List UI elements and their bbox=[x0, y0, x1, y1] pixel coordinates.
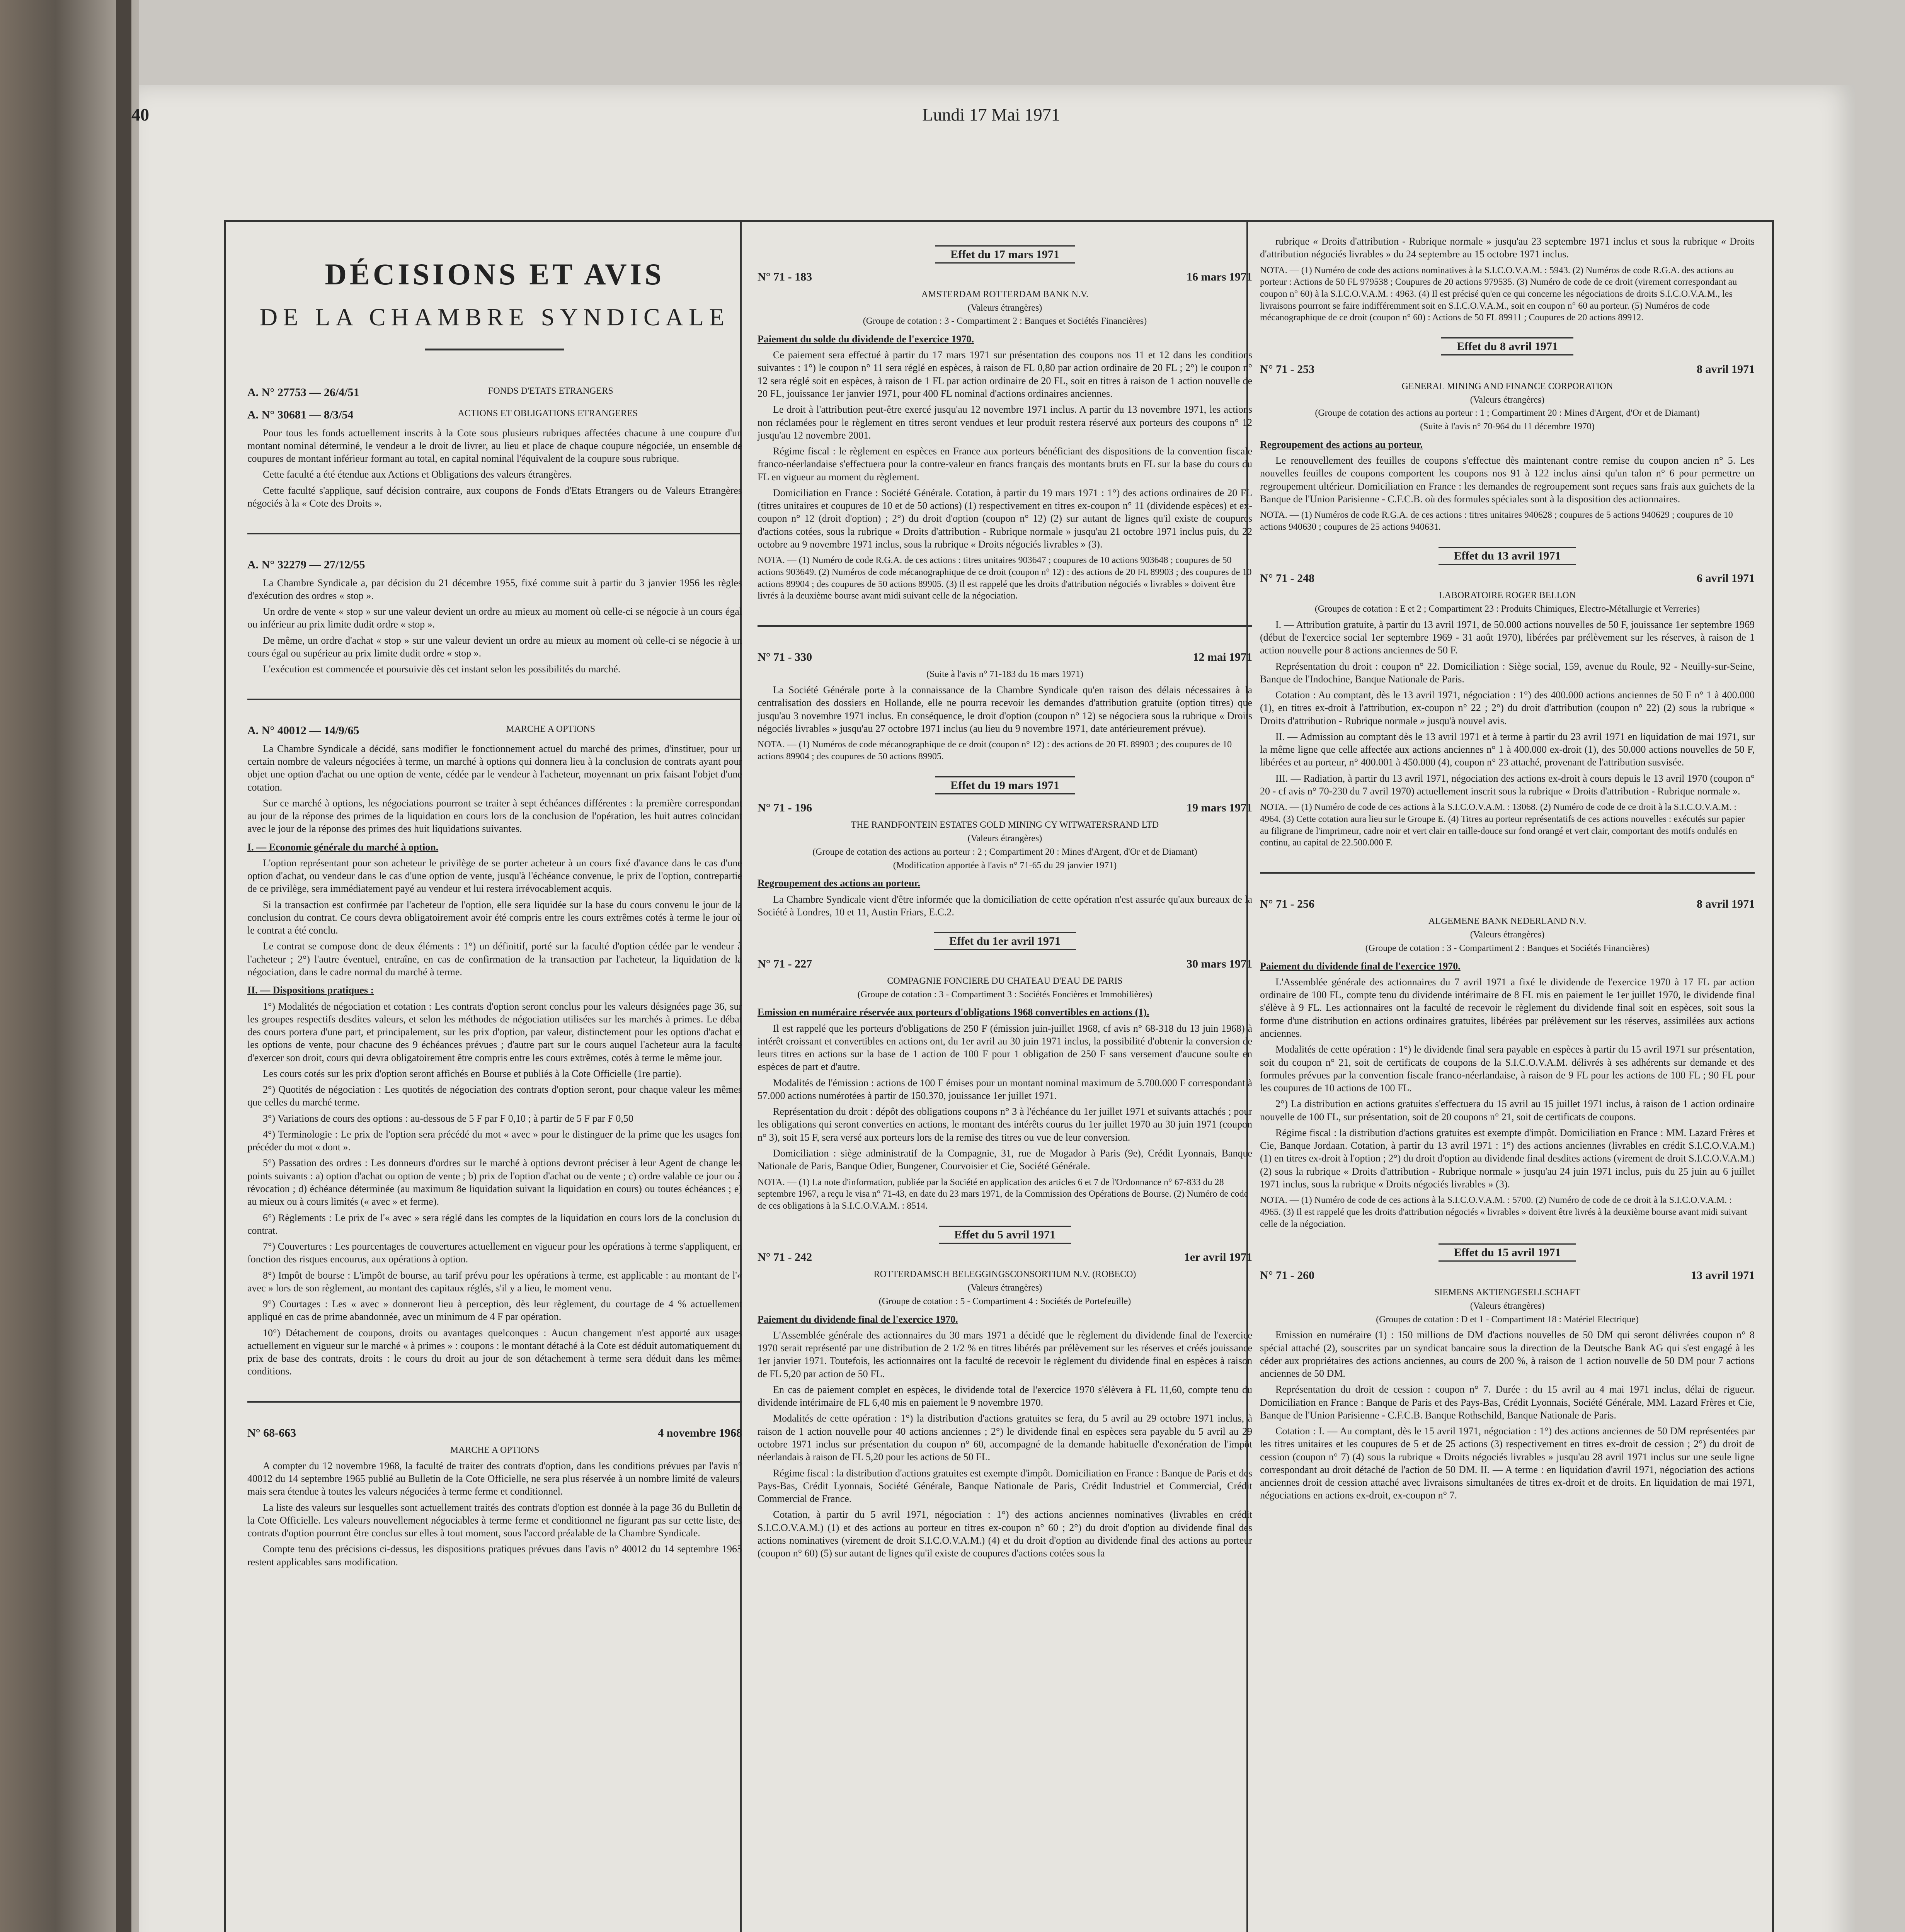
masthead-rule bbox=[425, 349, 564, 350]
paragraph: 4°) Terminologie : Le prix de l'option sera précédé du mot « avec » pour le distinguer de la prime que les usages font précéder du mot « dont ». bbox=[247, 1128, 742, 1153]
paragraph: Le renouvellement des feuilles de coupons s'effectue dès maintenant contre remise du coupon ancien n° 5. Les nouvelles feuilles de coupons comportent les coupons nos 91 à 122 inclus ainsi qu'un talon n° 6 pour permettre un regroupement ultérieur. Domiciliation en France : les demandes de regroupement sont reçues sans frais aux guichets de la Banque de l'Union Parisienne - C.F.C.B. où des formules spéciales sont à la disposition des actionnaires. bbox=[1260, 455, 1755, 505]
security-type: (Valeurs étrangères) bbox=[1470, 395, 1545, 405]
paragraph: A compter du 12 novembre 1968, la faculté de traiter des contrats d'option, dans les conditions prévues par l'avis n° 40012 du 14 septembre 1965 publié au Bulletin de la Cote Officielle, ne sera plus réservée à un nombre limité de valeurs, mais sera étendue à toutes les valeurs négociées à terme ferme et conditionnel. bbox=[247, 1460, 742, 1497]
paragraph: De même, un ordre d'achat « stop » sur une valeur devient un ordre au mieux au moment où celle-ci se négocie à un cours égal ou supérieur au prix limite dudit ordre « stop ». bbox=[247, 634, 742, 659]
paragraph: Les cours cotés sur les prix d'option seront affichés en Bourse et publiés à la Cote Officielle (1re partie). bbox=[263, 1068, 682, 1079]
notice-ref bbox=[247, 408, 742, 422]
section-heading: Emission en numéraire réservée aux porteurs d'obligations 1968 convertibles en actions (1). bbox=[758, 1007, 1149, 1018]
paragraph: Modalités de l'émission : actions de 100 F émises pour un montant nominal maximum de 5.700.000 F correspondant à 57.000 actions numérotées à partir de 150.370, jouissance 1er juillet 1971. bbox=[758, 1077, 1252, 1101]
paragraph: Représentation du droit : dépôt des obligations coupons n° 3 à l'échéance du 1er juillet 1971 et suivants attachés ; pour les obligations qui seront converties en actions, le montant des intérêts courus du 1er juillet 1970 au 30 juin 1971 (coupon n° 3), soit 15 F, sera versé aux porteurs lors de la remise des titres ou vue de leur conversion. bbox=[758, 1106, 1252, 1143]
security-type: (Valeurs étrangères) bbox=[967, 303, 1042, 313]
section-heading: Regroupement des actions au porteur. bbox=[1260, 439, 1423, 450]
paragraph: Ce paiement sera effectué à partir du 17 mars 1971 sur présentation des coupons nos 11 et 12 dans les conditions suivantes : 1°) le coupon n° 11 sera réglé en espèces, à raison de FL 0,80 par action ordinaire de 20 FL ; 2°) le coupon n° 12 sera réglé soit en espèces, à raison de 1 FL par action ordinaire de 20 FL, soit en titres à raison de 1 action nouvelle de 20 FL, jouissance 1er janvier 1971, pour 400 FL nominal d'actions ordinaires anciennes. bbox=[758, 349, 1252, 399]
paragraph: Régime fiscal : la distribution d'actions gratuites est exempte d'impôt. Domiciliation en France : Banque de Paris et des Pays-Bas, Crédit Lyonnais, Société Générale, Banque Nationale de Paris, Crédit Industriel et Commercial, Crédit Commercial de France. bbox=[758, 1467, 1252, 1505]
notice-ref bbox=[758, 957, 1252, 971]
security-type: (Valeurs étrangères) bbox=[967, 833, 1042, 844]
page-date: Lundi 17 Mai 1971 bbox=[922, 105, 1060, 124]
security-type: (Valeurs étrangères) bbox=[1470, 1301, 1545, 1311]
masthead-title: DÉCISIONS ET AVIS bbox=[325, 257, 665, 291]
notice-ref bbox=[247, 558, 742, 572]
paragraph: 6°) Règlements : Le prix de l'« avec » sera réglé dans les comptes de la liquidation en cours lors de la conclusion du contrat. bbox=[247, 1212, 742, 1236]
notice-title: MARCHE A OPTIONS bbox=[506, 724, 596, 735]
paragraph: Un ordre de vente « stop » sur une valeur devient un ordre au mieux au moment où celle-ci se négocie à un cours égal ou inférieur au prix limite dudit ordre « stop ». bbox=[247, 606, 742, 630]
notice-number: A. N° 30681 — 8/3/54 bbox=[247, 408, 354, 422]
effect-heading bbox=[758, 1228, 1252, 1242]
paragraph: Représentation du droit de cession : coupon n° 7. Durée : du 15 avril au 4 mai 1971 inclus, délai de rigueur. Domiciliation en France : Banque de Paris et des Pays-Bas, Crédit Lyonnais, Société Générale, MM. Lazard Frères et Cie, Banque de l'Union Parisienne - C.F.C.B. Banque Rothschild, Banque Nationale de Paris. bbox=[1260, 1384, 1755, 1421]
notice-number: A. N° 40012 — 14/9/65 bbox=[247, 724, 359, 737]
notice-ref bbox=[1260, 1268, 1755, 1283]
notice-date: 30 mars 1971 bbox=[1187, 957, 1252, 970]
notice-date: 12 mai 1971 bbox=[1193, 651, 1252, 664]
paragraph: Emission en numéraire (1) : 150 millions de DM d'actions nouvelles de 50 DM qui seront délivrées coupon n° 8 spécial attaché (2), souscrites par un syndicat bancaire sous la direction de la Deutsche Bank AG qui s'est engagé à les céder aux propriétaires des actions anciennes, au cours de 200 %, à raison de 1 action nouvelle de 50 DM pour 7 actions anciennes de 50 DM. bbox=[1260, 1329, 1755, 1379]
column-3 bbox=[1260, 232, 1755, 1505]
nota: NOTA. — (1) Numéro de code des actions nominatives à la S.I.C.O.V.A.M. : 5943. (2) Numéros de code R.G.A. des actions au porteur : Actions de 50 FL 979538 ; Coupures de 20 actions 979535. (3) Numéro de code de ce droit (virement correspondant au coupon n° 60) à la S.I.C.O.V.A.M. : 4963. (4) Il est précisé qu'en ce qui concerne les négociations de droits S.I.C.O.V.A.M., les livraisons pourront se faire indifféremment soit en S.I.C.O.V.A.M., soit en coupon n° 60 au porteur. (5) Numéros de code mécanographique de ce droit (coupon n° 60) : Actions de 50 FL 89911 ; Coupures de 20 actions 89912. bbox=[1260, 265, 1737, 323]
column-2 bbox=[758, 232, 1252, 1563]
paragraph: La Chambre Syndicale vient d'être informée que la domiciliation de cette opération n'est assurée qu'aux bureaux de la Société à Londres, 10 et 11, Austin Friars, E.C.2. bbox=[758, 893, 1252, 918]
notice-number: N° 68-663 bbox=[247, 1426, 296, 1439]
company-name: THE RANDFONTEIN ESTATES GOLD MINING CY WITWATERSRAND LTD bbox=[851, 820, 1159, 830]
company-name: ROTTERDAMSCH BELEGGINGSCONSORTIUM N.V. (ROBECO) bbox=[873, 1269, 1136, 1280]
paragraph: L'Assemblée générale des actionnaires du 30 mars 1971 a décidé que le règlement du dividende final de l'exercice 1970 serait représenté par une distribution de 2 1/2 % en titres libérés par prélèvement sur les réserves et créés jouissance 1er janvier 1971. Toutefois, les actionnaires ont la faculté de recevoir le règlement du dividende final en espèces à raison de FL 5,20 par action de 50 FL. bbox=[758, 1329, 1252, 1379]
section-heading: Paiement du dividende final de l'exercice 1970. bbox=[758, 1313, 958, 1325]
paragraph: 1°) Modalités de négociation et cotation : Les contrats d'option seront conclus pour les valeurs désignées page 36, sur les groupes respectifs desdites valeurs, et selon les méthodes de négociation utilisées sur les marchés à primes. Le débat des cours portera d'une part, et principalement, sur les prix d'option, par valeur, distinctement pour les options d'achat et les options de vente, pour chacune des 9 échéances prévues ; d'autre part sur le cours auquel l'acheteur aura la faculté d'exercer son droit, cours qui devra obligatoirement être compris entre les cours extrêmes, cotés à terme le même jour. bbox=[247, 1000, 742, 1063]
quotation-group: (Groupe de cotation des actions au porteur : 1 ; Compartiment 20 : Mines d'Argent, d'Or et de Diamant) bbox=[1315, 408, 1700, 418]
notice-ref bbox=[247, 1426, 742, 1440]
paragraph: Domiciliation : siège administratif de la Compagnie, 31, rue de Mogador à Paris (9e), Crédit Lyonnais, Banque Nationale de Paris, Banque Odier, Bungener, Courvoisier et Cie, Société Générale. bbox=[758, 1148, 1252, 1172]
notice-date: 8 avril 1971 bbox=[1697, 362, 1755, 376]
book-spine bbox=[0, 0, 139, 1932]
section-heading: I. — Economie générale du marché à option. bbox=[247, 841, 439, 853]
section-heading: Paiement du dividende final de l'exercice 1970. bbox=[1260, 960, 1461, 972]
notice-title: FONDS D'ETATS ETRANGERS bbox=[488, 386, 613, 396]
effect-date: Effet du 19 mars 1971 bbox=[935, 776, 1075, 794]
column-1 bbox=[247, 232, 742, 1571]
company-name: COMPAGNIE FONCIERE DU CHATEAU D'EAU DE PARIS bbox=[887, 976, 1123, 986]
quotation-group: (Groupe de cotation des actions au porteur : 2 ; Compartiment 20 : Mines d'Argent, d'Or et de Diamant) bbox=[812, 847, 1197, 857]
notice-number: N° 71 - 227 bbox=[758, 957, 812, 970]
notice-number: N° 71 - 183 bbox=[758, 270, 812, 284]
paragraph: 7°) Couvertures : Les pourcentages de couvertures actuellement en vigueur pour les opérations à terme s'appliquent, en fonction des risques encourus, aux opérations à option. bbox=[247, 1241, 742, 1265]
effect-heading bbox=[758, 247, 1252, 262]
nota: NOTA. — (1) Numéros de code mécanographique de ce droit (coupon n° 12) : des actions de 20 FL 89903 ; des coupures de 10 actions 89904 ; des coupures de 50 actions 89905. bbox=[758, 740, 1232, 762]
paragraph: L'exécution est commencée et poursuivie dès cet instant selon les possibilités du marché. bbox=[263, 663, 621, 675]
paragraph: 8°) Impôt de bourse : L'impôt de bourse, au tarif prévu pour les opérations à terme, est applicable : au montant de l'« avec » lors de son règlement, au montant des capitaux réglés, s'il y a lieu, le moment venu. bbox=[247, 1269, 742, 1294]
paragraph: La liste des valeurs sur lesquelles sont actuellement traités des contrats d'option est donnée à la page 36 du Bulletin de la Cote Officielle. Les valeurs nouvellement négociables à terme ferme et conditionnel ne figurant pas sur cette liste, des contrats d'option pourront être conclus sur elles à tout moment, sous l'accord préalable de la Chambre Syndicale. bbox=[247, 1502, 742, 1539]
quotation-group: (Groupe de cotation : 3 - Compartiment 2 : Banques et Sociétés Financières) bbox=[863, 316, 1147, 327]
notice-number: N° 71 - 256 bbox=[1260, 898, 1315, 911]
notice-number: N° 71 - 330 bbox=[758, 651, 812, 664]
paragraph: Cette faculté a été étendue aux Actions et Obligations des valeurs étrangères. bbox=[263, 469, 572, 480]
notice-date: 1er avril 1971 bbox=[1184, 1251, 1252, 1264]
paragraph: 9°) Courtages : Les « avec » donneront lieu à perception, dès leur règlement, du courtage de 4 % actuellement appliqué en cas de prime abandonnée, avec un minimum de 4 F par opération. bbox=[247, 1298, 742, 1323]
notice-ref bbox=[1260, 897, 1755, 912]
quotation-group: (Groupe de cotation : 5 - Compartiment 4 : Sociétés de Portefeuille) bbox=[878, 1296, 1131, 1306]
paragraph: 10°) Détachement de coupons, droits ou avantages quelconques : Aucun changement n'est apporté aux usages actuellement en vigueur sur le marché « à primes » : coupons : le montant détaché à la Cote est déduit automatiquement du prix de base des contrats, droits : le cours du droit au jour de son détachement à terme sera déduit dans les mêmes conditions. bbox=[247, 1327, 742, 1377]
paragraph: Il est rappelé que les porteurs d'obligations de 250 F (émission juin-juillet 1968, cf avis n° 68-318 du 13 juin 1968) à intérêt croissant et convertibles en actions ont, du 1er avril au 30 juin 1971 inclus, la possibilité d'obtenir la conversion de leurs titres en actions sur la base de 1 action de 100 F pour 1 obligation de 250 F sans versement d'aucune soulte en espèces de part et d'autre. bbox=[758, 1022, 1252, 1073]
nota: NOTA. — (1) Numéros de code R.G.A. de ces actions : titres unitaires 940628 ; coupures de 5 actions 940629 ; coupures de 10 actions 940630 ; coupures de 25 actions 940631. bbox=[1260, 510, 1733, 532]
section-separator bbox=[247, 1401, 742, 1403]
paragraph: L'Assemblée générale des actionnaires du 7 avril 1971 a fixé le dividende de l'exercice 1970 à 17 FL par action ordinaire de 100 FL, compte tenu du dividende intérimaire de 8 FL mis en paiement le 1er juillet 1970, le dividende final s'élève à 9 FL. Les actionnaires ont la faculté de recevoir le règlement du dividende final soit en espèces, soit sous la forme d'une distribution en actions ordinaires gratuites, libérées par prélèvement sur les réserves, assimilées aux actions anciennes. bbox=[1260, 976, 1755, 1039]
paragraph: Cotation : Au comptant, dès le 13 avril 1971, négociation : 1°) des 400.000 actions anciennes de 50 F n° 1 à 400.000 (1), en titres ex-droit à l'attribution, ex-coupon n° 22 ; 2°) du droit d'attribution (coupon n° 22) (2) sous la rubrique « Droits d'attribution - Rubrique normale » jusqu'à nouvel avis. bbox=[1260, 689, 1755, 726]
effect-heading bbox=[1260, 549, 1755, 563]
quotation-group: (Groupes de cotation : D et 1 - Compartiment 18 : Matériel Electrique) bbox=[1376, 1314, 1639, 1325]
section-separator bbox=[247, 533, 742, 534]
security-type: (Valeurs étrangères) bbox=[967, 1283, 1042, 1293]
effect-heading bbox=[758, 934, 1252, 949]
paragraph: Modalités de cette opération : 1°) le dividende final sera payable en espèces à partir du 15 avril 1971 sur présentation, soit du coupon n° 21, soit de certificats de coupons de la S.I.C.O.V.A.M. délivrés à ses adhérents sur demande et des formules prévues par la convention fiscale franco-néerlandaise, à raison de 9 FL pour les actions de 100 FL ; 90 FL pour les coupures de 10 actions de 100 FL. bbox=[1260, 1044, 1755, 1094]
quotation-group: (Groupe de cotation : 3 - Compartiment 2 : Banques et Sociétés Financières) bbox=[1365, 943, 1650, 953]
paragraph: La Chambre Syndicale a décidé, sans modifier le fonctionnement actuel du marché des primes, d'instituer, pour un certain nombre de valeurs négociées à terme, un marché à options qui donnera lieu à la conclusion de contrats ayant pour objet une option d'achat ou une option de vente, cédée par le vendeur à l'acheteur, moyennant un prix faisant l'objet d'une cotation. bbox=[247, 743, 742, 793]
paragraph: Régime fiscal : la distribution d'actions gratuites est exempte d'impôt. Domiciliation en France : MM. Lazard Frères et Cie, Banque Jordaan. Cotation, à partir du 13 avril 1971 : 1°) des actions anciennes (livrables en crédit S.I.C.O.V.A.M.) (1) en titres ex-droit à l'option ; 2°) du droit d'option au dividende final desdites actions (virement de droit S.I.C.O.V.A.M.) (2) sous la rubrique « Droits d'attribution - Rubrique normale » jusqu'au 24 juin 1971 inclus, puis du 25 juin au 6 juillet 1971 inclus, sous la rubrique « Droits négociés livrables » (3). bbox=[1260, 1127, 1755, 1190]
effect-heading bbox=[1260, 1245, 1755, 1260]
notice-ref bbox=[758, 270, 1252, 284]
company-name: SIEMENS AKTIENGESELLSCHAFT bbox=[1434, 1287, 1580, 1298]
paragraph: 2°) La distribution en actions gratuites s'effectuera du 15 avril au 15 juillet 1971 inclus, à raison de 1 action ordinaire nouvelle de 100 FL, sur présentation, soit de 20 coupons n° 21, soit de certificats de coupons. bbox=[1260, 1098, 1755, 1122]
paragraph: Cotation, à partir du 5 avril 1971, négociation : 1°) des actions anciennes nominatives (livrables en crédit S.I.C.O.V.A.M.) (1) et des actions au porteur en titres ex-coupon n° 60 ; 2°) du droit d'option au dividende final des actions nominatives (virement de droit S.I.C.O.V.A.M.) (4) et du droit d'option au dividende final des actions au porteur (coupon n° 60) (5) sur autant de lignes qu'il existe de coupures d'actions cotées sous la bbox=[758, 1509, 1252, 1559]
notice-title: ACTIONS ET OBLIGATIONS ETRANGERES bbox=[458, 408, 638, 419]
quotation-group: (Groupes de cotation : E et 2 ; Compartiment 23 : Produits Chimiques, Electro-Métallurgie et Verreries) bbox=[1314, 604, 1700, 614]
paragraph: Compte tenu des précisions ci-dessus, les dispositions pratiques prévues dans l'avis n° 40012 du 14 septembre 1965 restent applicables sans modification. bbox=[247, 1543, 742, 1568]
notice-number: N° 71 - 196 bbox=[758, 801, 812, 815]
nota: NOTA. — (1) Numéro de code de ces actions à la S.I.C.O.V.A.M. : 5700. (2) Numéro de code de ce droit à la S.I.C.O.V.A.M. : 4965. (3) Il est rappelé que les droits d'attribution négociés « livrables » doivent être livrés à la deuxième bourse avant midi suivant celle de la négociation. bbox=[1260, 1195, 1747, 1229]
paragraph: Cotation : I. — Au comptant, dès le 15 avril 1971, négociation : 1°) des actions anciennes de 50 DM représentées par les titres unitaires et les coupures de 5 et de 25 actions (3) respectivement en titres ex-droit de cession ; 2°) du droit de cession (coupon n° 7) (4) sous la rubrique « Droits négociés livrables » jusqu'au 28 avril 1971 inclus sur une seule ligne correspondant au droit détaché de l'action de 50 DM. II. — A terme : en liquidation d'avril 1971, négociation des actions anciennes droit de cession attaché avec livraisons simultanées de titres ex-droit et de droits. En liquidation de mai 1971, négociations en actions ex-droit, ex-coupon n° 7. bbox=[1260, 1425, 1755, 1501]
section-heading: Regroupement des actions au porteur. bbox=[758, 878, 921, 889]
spine-binding bbox=[116, 0, 131, 1932]
company-name: ALGEMENE BANK NEDERLAND N.V. bbox=[1428, 916, 1587, 927]
paragraph: En cas de paiement complet en espèces, le dividende total de l'exercice 1970 s'élèvera à FL 11,60, compte tenu du dividende intérimaire de FL 6,40 mis en paiement le 9 novembre 1970. bbox=[758, 1384, 1252, 1408]
notice-reference: (Suite à l'avis n° 70-964 du 11 décembre 1970) bbox=[1420, 422, 1595, 432]
paragraph: Cette faculté s'applique, sauf décision contraire, aux coupons de Fonds d'Etats Etrangers ou de Valeurs Etrangères négociés à la « Cote des Droits ». bbox=[247, 485, 742, 509]
notice-number: N° 71 - 253 bbox=[1260, 362, 1315, 376]
notice-ref bbox=[758, 650, 1252, 665]
notice-ref bbox=[1260, 362, 1755, 377]
paragraph: rubrique « Droits d'attribution - Rubrique normale » jusqu'au 23 septembre 1971 inclus et sous la rubrique « Droits d'attribution négociés livrables » du 24 septembre au 15 octobre 1971 inclus. bbox=[1260, 236, 1755, 260]
effect-date: Effet du 1er avril 1971 bbox=[934, 932, 1076, 950]
paragraph: L'option représentant pour son acheteur le privilège de se porter acheteur à un cours fixé d'avance dans le cas d'une option d'achat, ou vendeur dans le cas d'une option de vente, jusqu'à l'échéance convenue, le prix de l'option, contrepartie de ce privilège, sera immédiatement payé au vendeur et lui restera irrévocablement acquis. bbox=[247, 857, 742, 895]
paragraph: 3°) Variations de cours des options : au-dessous de 5 F par F 0,10 ; à partir de 5 F par F 0,50 bbox=[263, 1112, 633, 1124]
effect-date: Effet du 15 avril 1971 bbox=[1439, 1243, 1576, 1262]
notice-date: 8 avril 1971 bbox=[1697, 898, 1755, 911]
notice-ref bbox=[758, 1250, 1252, 1265]
notice-ref bbox=[1260, 571, 1755, 586]
company-name: LABORATOIRE ROGER BELLON bbox=[1439, 590, 1576, 601]
paragraph: Pour tous les fonds actuellement inscrits à la Cote sous plusieurs rubriques affectées chacune à une coupure d'un montant nominal déterminé, le vendeur a le droit de livrer, au lieu et place de chaque coupure négociée, un ensemble de coupures de montant inférieur formant au total, en capital nominal l'équivalent de la coupure sous rubrique. bbox=[247, 427, 742, 464]
notice-date: 6 avril 1971 bbox=[1697, 571, 1755, 585]
notice-number: A. N° 27753 — 26/4/51 bbox=[247, 386, 359, 399]
paragraph: I. — Attribution gratuite, à partir du 13 avril 1971, de 50.000 actions nouvelles de 50 F, jouissance 1er septembre 1969 (début de l'exercice social 1er septembre 1969 - 31 août 1970), libérées par prélèvement sur les réserves, à raison de 1 action nouvelle pour 8 actions anciennes de 50 F. bbox=[1260, 619, 1755, 656]
paragraph: La Société Générale porte à la connaissance de la Chambre Syndicale qu'en raison des délais nécessaires à la centralisation des dossiers en Hollande, elle ne pourra recevoir les demandes d'attribution gratuite (option titres) que jusqu'au 3 novembre 1971 inclus. En conséquence, le droit d'option (coupon n° 12) se négociera sous la rubrique « Droits négociés livrables » jusqu'au 27 octobre 1971 inclus (au lieu du 9 novembre 1971, date antérieurement prévue). bbox=[758, 684, 1252, 734]
notice-ref bbox=[758, 801, 1252, 815]
notice-number: N° 71 - 260 bbox=[1260, 1269, 1315, 1282]
effect-heading bbox=[1260, 339, 1755, 354]
page-number: 40 bbox=[131, 105, 149, 124]
notice-reference: (Suite à l'avis n° 71-183 du 16 mars 1971) bbox=[926, 669, 1083, 680]
masthead-subtitle: DE LA CHAMBRE SYNDICALE bbox=[259, 303, 730, 331]
paragraph: 2°) Quotités de négociation : Les quotités de négociation des contrats d'option seront, pour chaque valeur les mêmes que celles du marché terme. bbox=[247, 1084, 742, 1108]
effect-date: Effet du 5 avril 1971 bbox=[939, 1226, 1071, 1244]
page-header bbox=[131, 104, 1851, 128]
nota: NOTA. — (1) Numéro de code R.G.A. de ces actions : titres unitaires 903647 ; coupures de 10 actions 903648 ; coupures de 50 actions 903649. (2) Numéros de code mécanographique de ce droit (coupon n° 12) : des actions de 20 FL 89903 ; des coupures de 10 actions 89904 ; des coupures de 50 actions 89905. (3) Il est rappelé que les droits d'attribution négociés « livrables » doivent être livrés à la deuxième bourse avant midi suivant celle de la négociation. bbox=[758, 555, 1252, 601]
effect-heading bbox=[758, 778, 1252, 793]
effect-date: Effet du 17 mars 1971 bbox=[935, 245, 1075, 264]
notice-ref bbox=[247, 723, 742, 738]
security-type: (Valeurs étrangères) bbox=[1470, 930, 1545, 940]
paragraph: Domiciliation en France : Société Générale. Cotation, à partir du 19 mars 1971 : 1°) des actions ordinaires de 20 FL (titres unitaires et coupures de 10 et de 50 actions) (1) respectivement en titres ex-coupon n° 11 (dividende espèces) et ex-coupon n° 12 (droit d'option) ; 2°) du droit d'option (coupon n° 12) (2) sur autant de lignes qu'il existe de coupures d'actions cotées, sous la rubrique « Droits d'attribution - Rubrique normale » jusqu'au 21 octobre 1971 inclus puis, du 22 octobre au 9 novembre 1971 inclus, sous la rubrique « Droits négociés livrables » (3). bbox=[758, 487, 1252, 550]
paragraph: II. — Admission au comptant dès le 13 avril 1971 et à terme à partir du 23 avril 1971 en liquidation de mai 1971, sur la même ligne que celle affectée aux actions anciennes n° 1 à 400.000 ex-droit (1), des 50.000 actions nouvelles de 50 F, libérées et au porteur, n° 400.001 à 450.000 (4), coupon n° 23 attaché, provenant de l'attribution susvisée. bbox=[1260, 731, 1755, 768]
notice-date: 4 novembre 1968 bbox=[658, 1426, 742, 1439]
notice-ref bbox=[247, 385, 742, 400]
paragraph: III. — Radiation, à partir du 13 avril 1971, négociation des actions ex-droit à cours depuis le 13 avril 1970 (coupon n° 20 - cf avis n° 70-230 du 7 avril 1970) actuellement inscrit sous la rubrique « Droits d'attribution - Rubrique normale ». bbox=[1260, 772, 1755, 797]
paragraph: Régime fiscal : le règlement en espèces en France aux porteurs bénéficiant des dispositions de la convention fiscale franco-néerlandaise s'effectuera pour la contre-valeur en francs français des montants bruts en FL sur la base du cours du FL en vigueur au moment du règlement. bbox=[758, 446, 1252, 483]
effect-date: Effet du 8 avril 1971 bbox=[1441, 337, 1573, 355]
notice-date: 16 mars 1971 bbox=[1187, 270, 1252, 284]
section-heading: Paiement du solde du dividende de l'exercice 1970. bbox=[758, 333, 974, 345]
paragraph: La Chambre Syndicale a, par décision du 21 décembre 1955, fixé comme suit à partir du 3 janvier 1956 les règles d'exécution des ordres « stop ». bbox=[247, 577, 742, 601]
company-name: AMSTERDAM ROTTERDAM BANK N.V. bbox=[921, 289, 1089, 299]
notice-title: MARCHE A OPTIONS bbox=[450, 1445, 540, 1456]
paragraph: Sur ce marché à options, les négociations pourront se traiter à sept échéances différentes : la première correspondant au jour de la réponse des primes de la liquidation en cours lors de la conclusion de l'opération, les huit autres coïncidant avec le jour de la réponse des primes des huit liquidations suivantes. bbox=[247, 797, 742, 835]
notice-date: 19 mars 1971 bbox=[1187, 801, 1252, 815]
nota: NOTA. — (1) La note d'information, publiée par la Société en application des articles 6 et 7 de l'Ordonnance n° 67-833 du 28 septembre 1967, a reçu le visa n° 71-43, en date du 23 mars 1971, de la Commission des Opérations de Bourse. (2) Numéro de code de ces obligations à la S.I.C.O.V.A.M. : 8514. bbox=[758, 1177, 1248, 1211]
section-heading: II. — Dispositions pratiques : bbox=[247, 985, 374, 996]
notice-number: N° 71 - 248 bbox=[1260, 571, 1315, 585]
company-name: GENERAL MINING AND FINANCE CORPORATION bbox=[1401, 381, 1613, 391]
masthead bbox=[247, 255, 742, 350]
paragraph: Le droit à l'attribution peut-être exercé jusqu'au 12 novembre 1971 inclus. A partir du 13 novembre 1971, les actions non réclamées pour le règlement en titres seront vendues et leur produit restera réservé aux porteurs des coupons n° 12 jusqu'au 12 novembre 2001. bbox=[758, 404, 1252, 441]
section-separator bbox=[758, 625, 1252, 627]
notice-reference: (Modification apportée à l'avis n° 71-65 du 29 janvier 1971) bbox=[893, 860, 1117, 871]
paragraph: Modalités de cette opération : 1°) la distribution d'actions gratuites se fera, du 5 avril au 29 octobre 1971 inclus, à raison de 1 action nouvelle pour 40 actions anciennes ; 2°) le dividende final en espèces sera payable du 5 avril au 29 octobre 1971 inclus sur présentation du coupon n° 60, accompagné de la demande habituelle d'exonération de l'impôt néerlandais à raison de FL 5,20 pour les actions de 50 FL. bbox=[758, 1413, 1252, 1463]
paragraph: Si la transaction est confirmée par l'acheteur de l'option, elle sera liquidée sur la base du cours convenu le jour de la conclusion du contrat. Ce cours devra obligatoirement avoir été compris entre les cours extrêmes cotés à terme le jour où le contrat a été conclu. bbox=[247, 899, 742, 936]
paragraph: 5°) Passation des ordres : Les donneurs d'ordres sur le marché à options devront préciser à leur Agent de change les points suivants : a) option d'achat ou option de vente ; b) prix de l'option d'achat ou de vente ; c) ordre valable ce jour ou à révocation ; d) échéance déterminée (au maximum 8e liquidation suivant la liquidation en cours) ou toutes échéances ; e) au mieux ou à cours limités (« avec » et ferme). bbox=[247, 1157, 742, 1208]
notice-date: 13 avril 1971 bbox=[1691, 1269, 1755, 1282]
paragraph: Représentation du droit : coupon n° 22. Domiciliation : Siège social, 159, avenue du Roule, 92 - Neuilly-sur-Seine, Banque de l'Indochine, Banque Nationale de Paris. bbox=[1260, 660, 1755, 685]
nota: NOTA. — (1) Numéro de code de ces actions à la S.I.C.O.V.A.M. : 13068. (2) Numéro de code de ce droit à la S.I.C.O.V.A.M. : 4964. (3) Cette cotation aura lieu sur le Groupe E. (4) Titres au porteur représentatifs de ces actions nouvelles : exécutés sur papier au filigrane de l'imprimeur, cadre noir et vert clair en taille-douce sur fond orangé et vert clair, comportant des motifs ondulés en continu, au capital de 22.500.000 F. bbox=[1260, 802, 1745, 848]
paragraph: Le contrat se compose donc de deux éléments : 1°) un définitif, porté sur la faculté d'option cédée par le vendeur à l'acheteur ; 2°) l'autre éventuel, entraîne, en cas de confirmation de la transaction par l'acheteur, la liquidation de la négociation, dans le cadre normal du marché à terme. bbox=[247, 940, 742, 978]
effect-date: Effet du 13 avril 1971 bbox=[1439, 547, 1576, 565]
notice-number: N° 71 - 242 bbox=[758, 1251, 812, 1264]
section-separator bbox=[247, 699, 742, 700]
section-separator bbox=[1260, 872, 1755, 874]
notice-number: A. N° 32279 — 27/12/55 bbox=[247, 558, 365, 571]
quotation-group: (Groupe de cotation : 3 - Compartiment 3 : Sociétés Foncières et Immobilières) bbox=[857, 989, 1153, 1000]
